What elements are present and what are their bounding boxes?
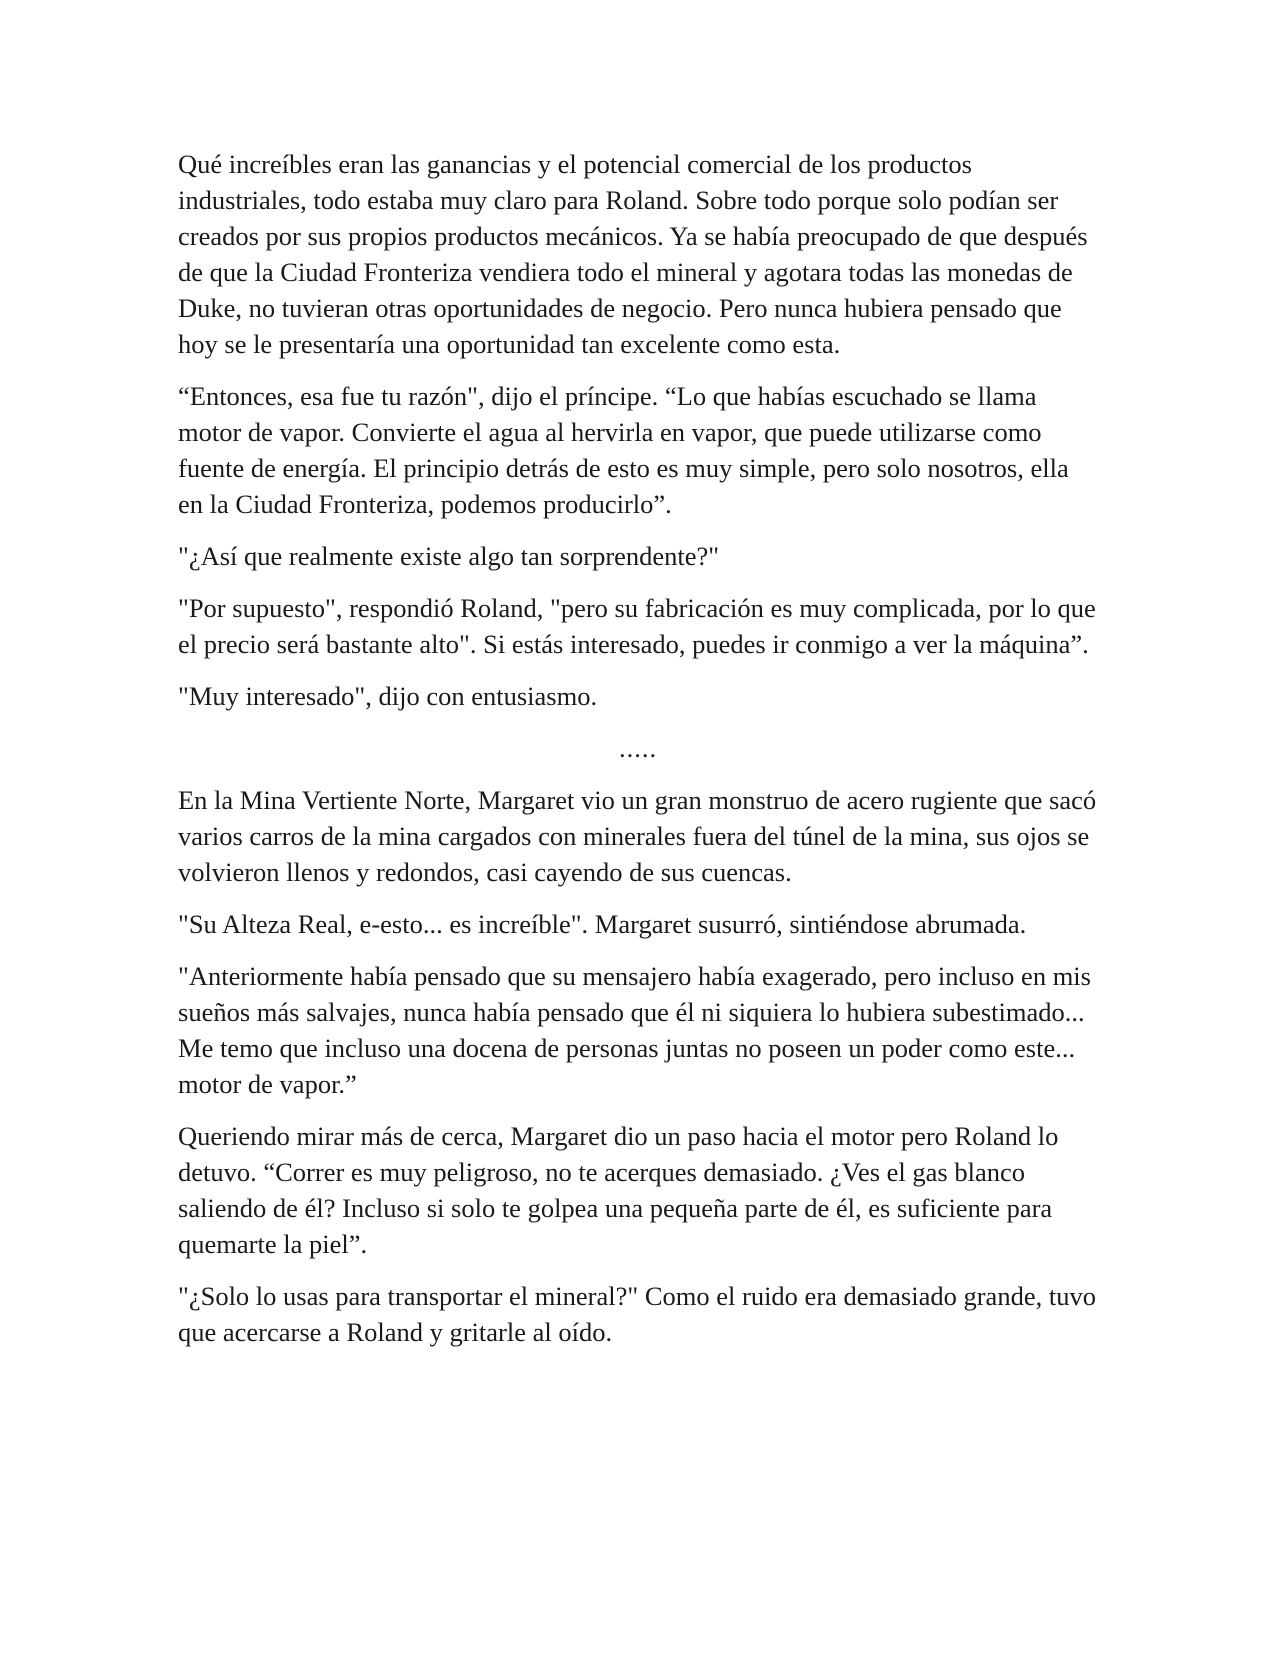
document-body — [178, 146, 1098, 1366]
paragraph-7: "Su Alteza Real, e-esto... es increíble". Margaret susurró, sintiéndose abrumada. — [178, 909, 1027, 939]
paragraph-2: “Entonces, esa fue tu razón", dijo el príncipe. “Lo que habías escuchado se llama motor de vapor. Convierte el agua al hervirla en vapor, que puede utilizarse como fuente de energía. El principio detrás de esto es muy simple, pero solo nosotros, ella en la Ciudad Fronteriza, podemos producirlo”. — [178, 381, 1069, 519]
paragraph-8: "Anteriormente había pensado que su mensajero había exagerado, pero incluso en mis sueños más salvajes, nunca había pensado que él ni siquiera lo hubiera subestimado... Me temo que incluso una docena de personas juntas no poseen un poder como este... motor de vapor.” — [178, 961, 1091, 1099]
scene-separator: ..... — [618, 733, 658, 763]
paragraph-10: "¿Solo lo usas para transportar el mineral?" Como el ruido era demasiado grande, tuvo que acercarse a Roland y gritarle al oído. — [178, 1281, 1096, 1347]
paragraph-6: En la Mina Vertiente Norte, Margaret vio un gran monstruo de acero rugiente que sacó varios carros de la mina cargados con minerales fuera del túnel de la mina, sus ojos se volvieron llenos y redondos, casi cayendo de sus cuencas. — [178, 785, 1097, 887]
paragraph-3: "¿Así que realmente existe algo tan sorprendente?" — [178, 541, 720, 571]
paragraph-9: Queriendo mirar más de cerca, Margaret dio un paso hacia el motor pero Roland lo detuvo. “Correr es muy peligroso, no te acerques demasiado. ¿Ves el gas blanco saliendo de él? Incluso si solo te golpea una pequeña parte de él, es suficiente para quemarte la piel”. — [178, 1121, 1059, 1259]
paragraph-1: Qué increíbles eran las ganancias y el potencial comercial de los productos industriales, todo estaba muy claro para Roland. Sobre todo porque solo podían ser creados por sus propios productos mecánicos. Ya se había preocupado de que después de que la Ciudad Fronteriza vendiera todo el mineral y agotara todas las monedas de Duke, no tuvieran otras oportunidades de negocio. Pero nunca hubiera pensado que hoy se le presentaría una oportunidad tan excelente como esta. — [178, 149, 1088, 359]
paragraph-4: "Por supuesto", respondió Roland, "pero su fabricación es muy complicada, por lo que el precio será bastante alto". Si estás interesado, puedes ir conmigo a ver la máquina”. — [178, 593, 1096, 659]
paragraph-5: "Muy interesado", dijo con entusiasmo. — [178, 681, 598, 711]
